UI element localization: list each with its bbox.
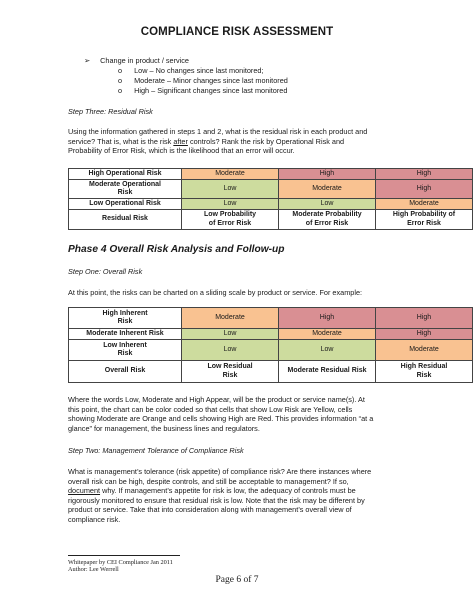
row-label: Moderate Inherent Risk	[69, 329, 182, 340]
risk-cell: Low	[182, 180, 279, 199]
header-line: Moderate Probability	[292, 211, 362, 219]
sub-bullet	[118, 76, 288, 86]
risk-cell: Moderate	[376, 340, 473, 361]
label-line: High Inherent	[102, 309, 148, 317]
footer-line: Whitepaper by CEI Compliance Jan 2011	[68, 559, 173, 566]
sub-bullet-text: Moderate – Minor changes since last monitored	[134, 76, 288, 85]
paragraph-line: showing Moderate are Orange and cells showing High are Red. This provides information “at a	[68, 414, 374, 424]
step-three-heading: Step Three: Residual Risk	[68, 107, 153, 116]
risk-cell: High	[376, 308, 473, 329]
underlined-text: document	[68, 486, 101, 496]
risk-cell: Moderate	[279, 329, 376, 340]
paragraph-line: Using the information gathered in steps 1 and 2, what is the residual risk in each product and	[68, 127, 368, 136]
risk-cell: Moderate	[182, 169, 279, 180]
risk-cell: High	[376, 329, 473, 340]
document-title: COMPLIANCE RISK ASSESSMENT	[140, 26, 334, 38]
circle-bullet-icon: o	[118, 66, 123, 75]
paragraph-line: At this point, the risks can be charted on a sliding scale by product or service. For example:	[68, 288, 363, 297]
footer-line: Author: Lee Werrell	[68, 566, 119, 574]
text-run: service? That is, what is the risk	[68, 136, 174, 146]
label-line: Risk	[117, 189, 133, 196]
risk-cell: High	[376, 180, 473, 199]
sub-bullet	[118, 86, 287, 96]
paragraph-line	[68, 486, 428, 496]
label-line: Risk	[117, 350, 133, 357]
phase-heading: Phase 4 Overall Risk Analysis and Follow-up	[68, 244, 285, 255]
paragraph-line: Probability of Error Risk, which is the likelihood that an error will occur.	[68, 146, 295, 156]
table-row	[69, 329, 473, 340]
header-line: High Probability of	[392, 211, 456, 219]
risk-cell: Low	[279, 340, 376, 361]
page-number: Page 6 of 7	[215, 575, 259, 585]
row-label	[69, 340, 182, 361]
risk-cell: Low	[182, 199, 279, 210]
sub-bullet	[118, 66, 263, 76]
label-line: Low Inherent	[103, 341, 147, 349]
header-line: Risk	[222, 371, 238, 379]
residual-risk-table	[68, 168, 473, 230]
sub-bullet-text: Low – No changes since last monitored;	[134, 66, 264, 75]
risk-cell: Moderate	[279, 180, 376, 199]
step-three-paragraph	[68, 127, 418, 156]
circle-bullet-icon: o	[118, 76, 123, 85]
risk-cell: Low	[182, 329, 279, 340]
circle-bullet-icon: o	[118, 86, 123, 95]
text-run: why. If management’s appetite for risk is low, the adequacy of controls must be	[100, 486, 356, 496]
paragraph-line: Where the words Low, Moderate and High Appear, will be the product or service name(s). At	[68, 395, 365, 404]
color-coding-paragraph	[68, 395, 428, 433]
risk-cell: High	[279, 169, 376, 180]
header-line: Error Risk	[407, 219, 441, 227]
paragraph-line: product or service. Take that into consideration along with management’s overall view of	[68, 505, 352, 515]
table-row	[69, 180, 473, 199]
footer-note	[68, 559, 173, 573]
column-header	[279, 210, 376, 230]
table-row	[69, 169, 473, 180]
row-label	[69, 180, 182, 199]
paragraph-line	[68, 137, 418, 147]
paragraph-line: this point, the chart can be color coded so that cells that show Low Risk are Yellow, cells	[68, 404, 353, 414]
row-label: Overall Risk	[69, 361, 182, 383]
text-run: controls? Rank the risk by Operational Risk and	[187, 136, 345, 146]
risk-cell: High	[279, 308, 376, 329]
table-footer-row	[69, 210, 473, 230]
arrow-bullet-icon: ➢	[84, 56, 91, 65]
label-line: Risk	[117, 318, 133, 325]
sub-bullet-text: High – Significant changes since last monitored	[134, 86, 288, 95]
row-label	[69, 308, 182, 329]
paragraph-line: overall risk can be high, despite controls, and still be acceptable to management? If so,	[68, 476, 349, 486]
footer-divider	[68, 555, 180, 556]
table-row	[69, 308, 473, 329]
bullet-main-text: Change in product / service	[100, 56, 189, 65]
row-label: High Operational Risk	[69, 169, 182, 180]
header-line: High Residual	[400, 363, 448, 371]
table-row	[69, 340, 473, 361]
paragraph-line: compliance risk.	[68, 514, 121, 524]
bullet-main	[84, 56, 189, 66]
paragraph-line: rigorously monitored to ensure that residual risk is low. Note that the risk may be different by	[68, 495, 365, 505]
paragraph-line: What is management’s tolerance (risk appetite) of compliance risk? Are there instances where	[68, 467, 372, 476]
column-header	[182, 361, 279, 383]
risk-cell: Moderate	[376, 199, 473, 210]
column-header	[182, 210, 279, 230]
column-header	[376, 210, 473, 230]
column-header	[279, 361, 376, 383]
table-row	[69, 199, 473, 210]
header-line: Risk	[416, 371, 432, 379]
column-header	[376, 361, 473, 383]
label-line: Moderate Operational	[89, 180, 161, 188]
risk-cell: Low	[279, 199, 376, 210]
risk-cell: Low	[182, 340, 279, 361]
risk-cell: Moderate	[182, 308, 279, 329]
overall-risk-table	[68, 307, 473, 383]
row-label: Residual Risk	[69, 210, 182, 230]
row-label: Low Operational Risk	[69, 199, 182, 210]
header-line: of Error Risk	[305, 219, 349, 227]
header-line: Low Residual	[207, 363, 253, 371]
header-line: of Error Risk	[208, 219, 252, 227]
header-line: Low Probability	[203, 211, 257, 219]
header-line: Moderate Residual Risk	[287, 367, 367, 375]
step-one-heading: Step One: Overall Risk	[68, 267, 143, 276]
underlined-text: after	[173, 136, 188, 146]
step-two-paragraph	[68, 467, 428, 525]
paragraph-line: glance” for management, the business lines and regulators.	[68, 423, 260, 433]
step-two-heading: Step Two: Management Tolerance of Compliance Risk	[68, 446, 244, 455]
risk-cell: High	[376, 169, 473, 180]
table-footer-row	[69, 361, 473, 383]
